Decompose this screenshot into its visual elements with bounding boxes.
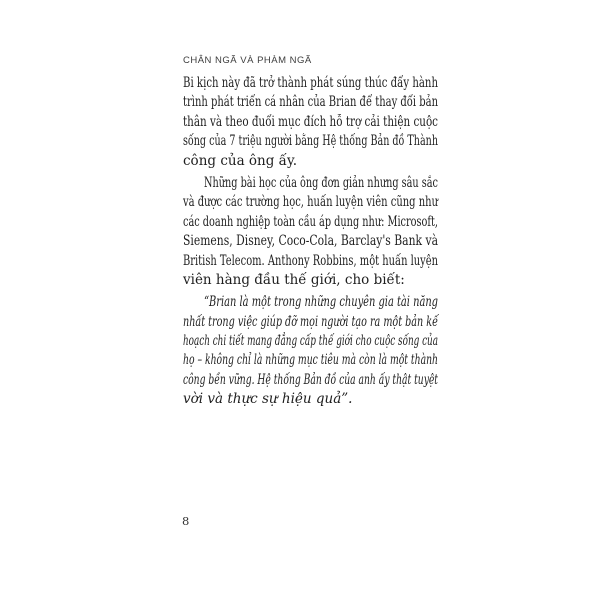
- text-line: sống của 7 triệu người bằng Hệ thống Bản đồ Thành: [183, 133, 438, 150]
- text-line: hoạch chi tiết mang đẳng cấp thế giới cho cuộc sống của: [183, 333, 438, 350]
- paragraph-2: [183, 174, 438, 290]
- text-line: công của ông ấy.: [183, 152, 298, 169]
- paragraph-3-quote: [183, 293, 438, 409]
- text-line: công bền vững. Hệ thống Bản đồ của anh ấy thật tuyệt: [183, 371, 438, 388]
- text-line: Siemens, Disney, Coco-Cola, Barclay's Bank và: [183, 233, 438, 250]
- text-line: trình phát triển cá nhân của Brian để thay đổi bản: [183, 94, 438, 111]
- text-line: British Telecom. Anthony Robbins, một huấn luyện: [183, 252, 438, 269]
- text-line: Bi kịch này đã trở thành phát súng thúc đẩy hành: [183, 75, 438, 91]
- text-line: họ – không chỉ là những mục tiêu mà còn là một thành: [183, 352, 438, 369]
- text-line: thân và theo đuổi mục đích hỗ trợ cải thiện cuộc: [183, 113, 438, 130]
- text-line: vời và thực sự hiệu quả”.: [183, 391, 353, 408]
- paragraph-1: [183, 74, 438, 171]
- page-number: 8: [182, 514, 190, 528]
- text-line: các doanh nghiệp toàn cầu áp dụng như: Microsoft,: [183, 213, 438, 230]
- body-text-column: [183, 74, 438, 410]
- running-header: CHÂN NGÃ VÀ PHÀM NGÃ: [183, 55, 312, 66]
- text-line: nhất trong việc giúp đỡ mọi người tạo ra một bản kế: [183, 313, 438, 330]
- text-line: và được các trường học, huấn luyện viên cũng như: [183, 194, 438, 211]
- text-line: viên hàng đầu thế giới, cho biết:: [183, 271, 405, 288]
- text-line: Những bài học của ông đơn giản nhưng sâu sắc: [204, 174, 438, 191]
- text-line: “Brian là một trong những chuyên gia tài năng: [204, 294, 438, 311]
